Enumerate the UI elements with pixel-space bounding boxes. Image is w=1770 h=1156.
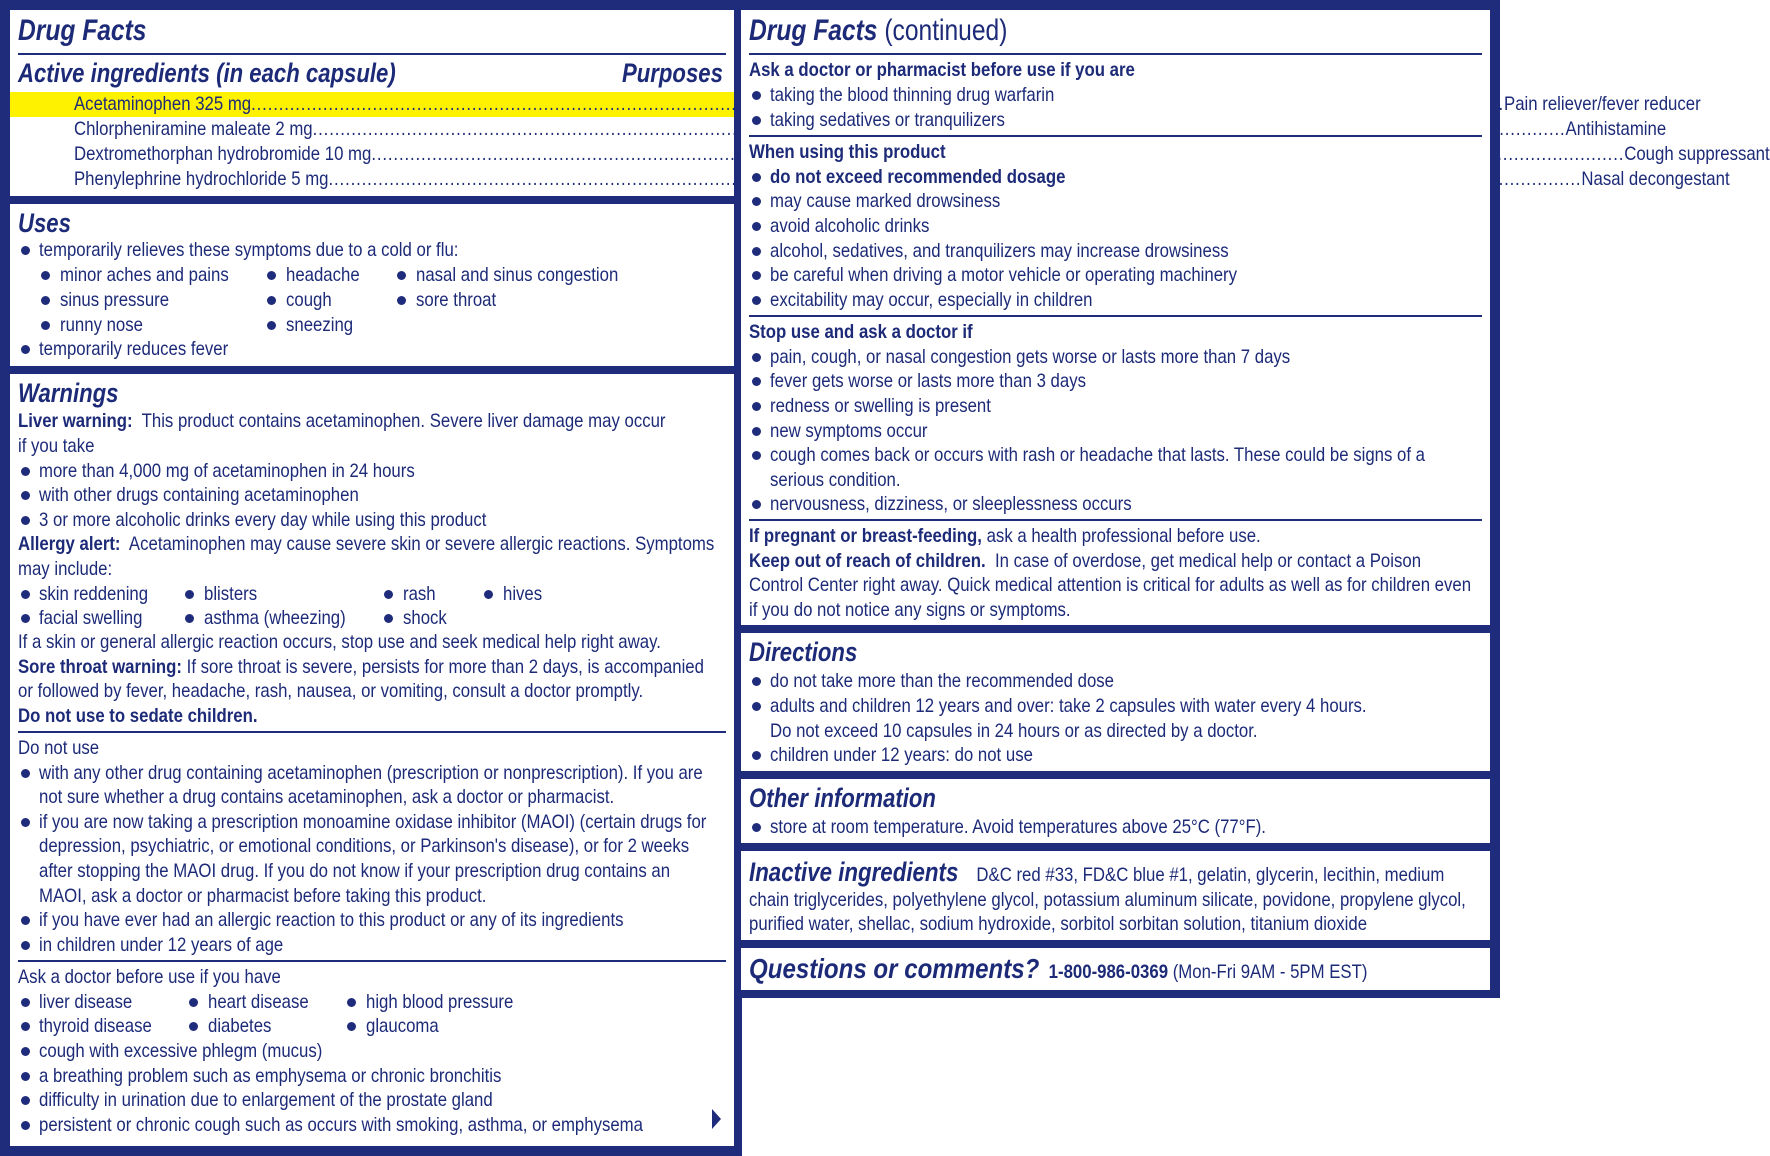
bullet [21,1121,30,1130]
bullet [267,296,276,305]
allergy-item: hives [503,583,543,605]
bullet [21,941,30,950]
bullet [21,467,30,476]
other-information-heading: Other information [749,783,936,813]
other-information-box [741,779,1490,843]
right-column [739,0,1500,998]
ask-pharmacist-item: taking sedatives or tranquilizers [770,109,1005,131]
bullet [752,222,761,231]
bullet [41,296,50,305]
do-not-use-item: in children under 12 years of age [39,934,284,956]
sore-throat-text-2: or followed by fever, headache, rash, nausea, or vomiting, consult a doctor promptly. [18,680,644,702]
stop-use-item: pain, cough, or nasal congestion gets worse or lasts more than 7 days [770,346,1291,368]
bullet [21,998,30,1007]
bullet [21,246,30,255]
continued-title-main: Drug Facts [749,14,878,47]
bullet [752,427,761,436]
bullet [21,345,30,354]
inactive-text-1: D&C red #33, FD&C blue #1, gelatin, glycerin, lecithin, medium [976,864,1445,886]
bullet [21,1047,30,1056]
bullet [267,321,276,330]
inactive-line-1 [749,857,1444,887]
when-using-item: alcohol, sedatives, and tranquilizers may increase drowsiness [770,240,1229,262]
bullet [397,296,406,305]
inactive-text-2: chain triglycerides, polyethylene glycol, potassium aluminum silicate, povidone, propylene glycol, [749,889,1466,911]
uses-intro: temporarily relieves these symptoms due to a cold or flu: [39,239,459,261]
stop-use-item: cough comes back or occurs with rash or headache that lasts. These could be signs of a [770,444,1426,466]
do-not-use-item: if you have ever had an allergic reaction to this product or any of its ingredients [39,909,624,931]
ingredient-name: Phenylephrine hydrochloride 5 mg [74,168,329,190]
liver-warning-label: Liver warning: [18,410,133,432]
stop-use-item: redness or swelling is present [770,395,991,417]
pregnant-text: ask a health professional before use. [986,525,1261,547]
bullet [185,614,194,623]
ask-doctor-item: persistent or chronic cough such as occurs with smoking, asthma, or emphysema [39,1114,643,1136]
bullet [21,916,30,925]
when-using-item: be careful when driving a motor vehicle or operating machinery [770,264,1238,286]
when-using-item: may cause marked drowsiness [770,190,1001,212]
bullet [752,823,761,832]
do-not-use-item-cont: MAOI, ask a doctor or pharmacist before taking this product. [39,885,487,907]
bullet [41,271,50,280]
allergy-item: blisters [204,583,258,605]
stop-use-heading: Stop use and ask a doctor if [749,321,973,343]
allergy-item: shock [403,607,447,629]
symptom: nasal and sinus congestion [416,264,619,286]
allergy-after: If a skin or general allergic reaction occurs, stop use and seek medical help right away. [18,631,661,653]
allergy-item: skin reddening [39,583,149,605]
symptom: sneezing [286,314,354,336]
uses-box [10,204,734,366]
bullet [484,590,493,599]
bullet [21,818,30,827]
ingredient-purpose: Pain reliever/fever reducer [1504,93,1701,115]
pregnant-line [749,524,1261,548]
bullet [752,377,761,386]
ingredient-purpose: Nasal decongestant [1581,168,1730,190]
continued-title [749,14,1007,48]
bullet [752,500,761,509]
ask-doctor-item: diabetes [208,1015,272,1037]
warnings-box [10,374,734,1146]
bullet [752,197,761,206]
pregnant-label: If pregnant or breast-feeding, [749,525,982,547]
divider [18,731,726,733]
bullet [21,590,30,599]
bullet [752,173,761,182]
liver-item: 3 or more alcoholic drinks every day while using this product [39,509,487,531]
bullet [752,402,761,411]
active-ingredients-heading: Active ingredients (in each capsule) [18,58,396,88]
bullet [21,1096,30,1105]
divider [18,960,726,962]
bullet [21,516,30,525]
allergy-item: facial swelling [39,607,143,629]
when-using-item: excitability may occur, especially in children [770,289,1093,311]
liver-warning-text-2: if you take [18,435,95,457]
do-not-use-item-cont: not sure whether a drug contains acetaminophen, ask a doctor or pharmacist. [39,786,615,808]
ask-doctor-heading: Ask a doctor before use if you have [18,966,281,988]
questions-heading: Questions or comments? [749,953,1040,984]
sore-throat-text: If sore throat is severe, persists for more than 2 days, is accompanied [186,656,704,678]
ask-doctor-item: heart disease [208,991,309,1013]
bullet [752,296,761,305]
other-information-item: store at room temperature. Avoid temperatures above 25°C (77°F). [770,816,1266,838]
continued-title-suffix: (continued) [884,14,1008,47]
bullet [21,491,30,500]
warnings-heading: Warnings [18,378,119,408]
symptom: sinus pressure [60,289,170,311]
uses-heading: Uses [18,208,71,238]
allergy-item: asthma (wheezing) [204,607,346,629]
hours: (Mon-Fri 9AM - 5PM EST) [1172,961,1368,983]
do-not-use-item-cont: depression, psychiatric, or emotional conditions, or Parkinson's disease), or for 2 weeks [39,835,690,857]
do-not-use-item: if you are now taking a prescription monoamine oxidase inhibitor (MAOI) (certain drugs for [39,811,707,833]
symptom: headache [286,264,360,286]
stop-use-item: nervousness, dizziness, or sleeplessness occurs [770,493,1132,515]
keep-out-line [749,549,1421,573]
bullet [752,677,761,686]
symptom: minor aches and pains [60,264,229,286]
directions-item-cont: Do not exceed 10 capsules in 24 hours or as directed by a doctor. [770,720,1258,742]
allergy-alert-text: Acetaminophen may cause severe skin or severe allergic reactions. Symptoms [128,533,715,555]
do-not-use-heading: Do not use [18,737,100,759]
stop-use-item: new symptoms occur [770,420,928,442]
bullet [21,769,30,778]
when-using-item: avoid alcoholic drinks [770,215,930,237]
inactive-ingredients-box [741,851,1490,940]
uses-fever: temporarily reduces fever [39,338,229,360]
bullet [347,998,356,1007]
bullet [21,1072,30,1081]
stop-use-item-cont: serious condition. [770,469,901,491]
do-not-use-item-cont: after stopping the MAOI drug. If you do not know if your prescription drug contains an [39,860,671,882]
liver-warning [18,409,666,433]
allergy-alert-label: Allergy alert: [18,533,121,555]
questions-box [741,948,1490,990]
liver-item: more than 4,000 mg of acetaminophen in 24 hours [39,460,415,482]
ingredient-purpose: Cough suppressant [1624,143,1770,165]
bullet [752,451,761,460]
liver-item: with other drugs containing acetaminophen [39,484,359,506]
keep-out-text: In case of overdose, get medical help or contact a Poison [995,550,1422,572]
purposes-heading: Purposes [622,58,723,88]
bullet [752,702,761,711]
liver-warning-text: This product contains acetaminophen. Severe liver damage may occur [141,410,666,432]
bullet [267,271,276,280]
when-using-item-bold: do not exceed recommended dosage [770,166,1066,188]
bullet [189,998,198,1007]
inactive-heading: Inactive ingredients [749,857,959,887]
directions-item: do not take more than the recommended dose [770,670,1114,692]
sore-throat-warning [18,655,704,679]
symptom: runny nose [60,314,143,336]
bullet [41,321,50,330]
directions-item: children under 12 years: do not use [770,744,1033,766]
bullet [752,353,761,362]
inactive-text-3: purified water, shellac, sodium hydroxide, sorbitol sorbitan solution, titanium dioxide [749,913,1368,935]
ask-pharmacist-heading: Ask a doctor or pharmacist before use if you are [749,59,1135,81]
ask-pharmacist-item: taking the blood thinning drug warfarin [770,84,1055,106]
symptom: sore throat [416,289,497,311]
ingredient-name: Dextromethorphan hydrobromide 10 mg [74,143,372,165]
bullet [752,91,761,100]
divider [749,135,1482,137]
stop-use-item: fever gets worse or lasts more than 3 days [770,370,1086,392]
directions-heading: Directions [749,637,858,667]
ingredient-name: Acetaminophen 325 mg [74,93,252,115]
do-not-use-item: with any other drug containing acetaminophen (prescription or nonprescription). If you are [39,762,703,784]
bullet [384,614,393,623]
bullet [185,590,194,599]
bullet [752,247,761,256]
divider [749,315,1482,317]
ask-doctor-item: glaucoma [366,1015,439,1037]
questions-line [749,952,1367,989]
ask-doctor-item: thyroid disease [39,1015,152,1037]
continue-arrow-icon [712,1109,721,1129]
drug-facts-title: Drug Facts [18,14,147,47]
bullet [397,271,406,280]
sore-throat-label: Sore throat warning: [18,656,182,678]
directions-box [741,633,1490,771]
continued-warnings-box [741,10,1490,625]
keep-out-text-3: if you do not notice any signs or symptoms. [749,599,1071,621]
bullet [752,116,761,125]
ask-doctor-item: liver disease [39,991,133,1013]
ask-doctor-item: a breathing problem such as emphysema or chronic bronchitis [39,1065,502,1087]
allergy-item: rash [403,583,436,605]
keep-out-label: Keep out of reach of children. [749,550,986,572]
phone-number[interactable]: 1-800-986-0369 [1048,961,1169,983]
keep-out-text-2: Control Center right away. Quick medical attention is critical for adults as well as for children even [749,574,1472,596]
directions-item: adults and children 12 years and over: take 2 capsules with water every 4 hours. [770,695,1367,717]
ask-doctor-item: difficulty in urination due to enlargement of the prostate gland [39,1089,493,1111]
ask-doctor-item: cough with excessive phlegm (mucus) [39,1040,323,1062]
divider [749,519,1482,521]
bullet [752,751,761,760]
bullet [384,590,393,599]
bullet [189,1022,198,1031]
bullet [21,614,30,623]
divider [749,53,1482,55]
sedate-warning: Do not use to sedate children. [18,705,258,727]
symptom: cough [286,289,332,311]
ask-doctor-item: high blood pressure [366,991,514,1013]
ingredient-purpose: Antihistamine [1565,118,1667,140]
divider [18,53,726,55]
allergy-alert-text-2: may include: [18,558,113,580]
bullet [347,1022,356,1031]
bullet [21,1022,30,1031]
when-using-heading: When using this product [749,141,946,163]
ingredient-name: Chlorpheniramine maleate 2 mg [74,118,313,140]
bullet [752,271,761,280]
allergy-alert [18,532,714,556]
